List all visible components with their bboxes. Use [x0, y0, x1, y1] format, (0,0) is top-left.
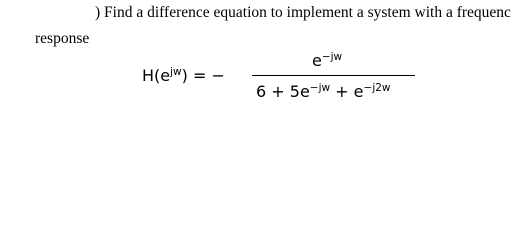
- denominator-part-2: + e: [330, 82, 364, 101]
- equation-lhs: [142, 66, 225, 85]
- denominator-exponent-2: −j2w: [363, 82, 391, 94]
- lhs-exponent: jw: [170, 66, 182, 78]
- denominator-exponent-1: −jw: [309, 82, 331, 94]
- fraction-bar: [252, 75, 415, 76]
- numerator-base: e: [312, 51, 322, 70]
- numerator-exponent: −jw: [321, 51, 343, 63]
- fraction-denominator: [256, 82, 391, 101]
- problem-statement-line-2: response: [35, 30, 90, 47]
- problem-statement-line-1: ) Find a difference equation to implement a system with a frequenc: [95, 4, 511, 21]
- lhs-close: ) = −: [181, 66, 225, 85]
- lhs-main: H(e: [142, 66, 171, 85]
- fraction-numerator: [312, 51, 342, 70]
- denominator-part-1: 6 + 5e: [256, 82, 310, 101]
